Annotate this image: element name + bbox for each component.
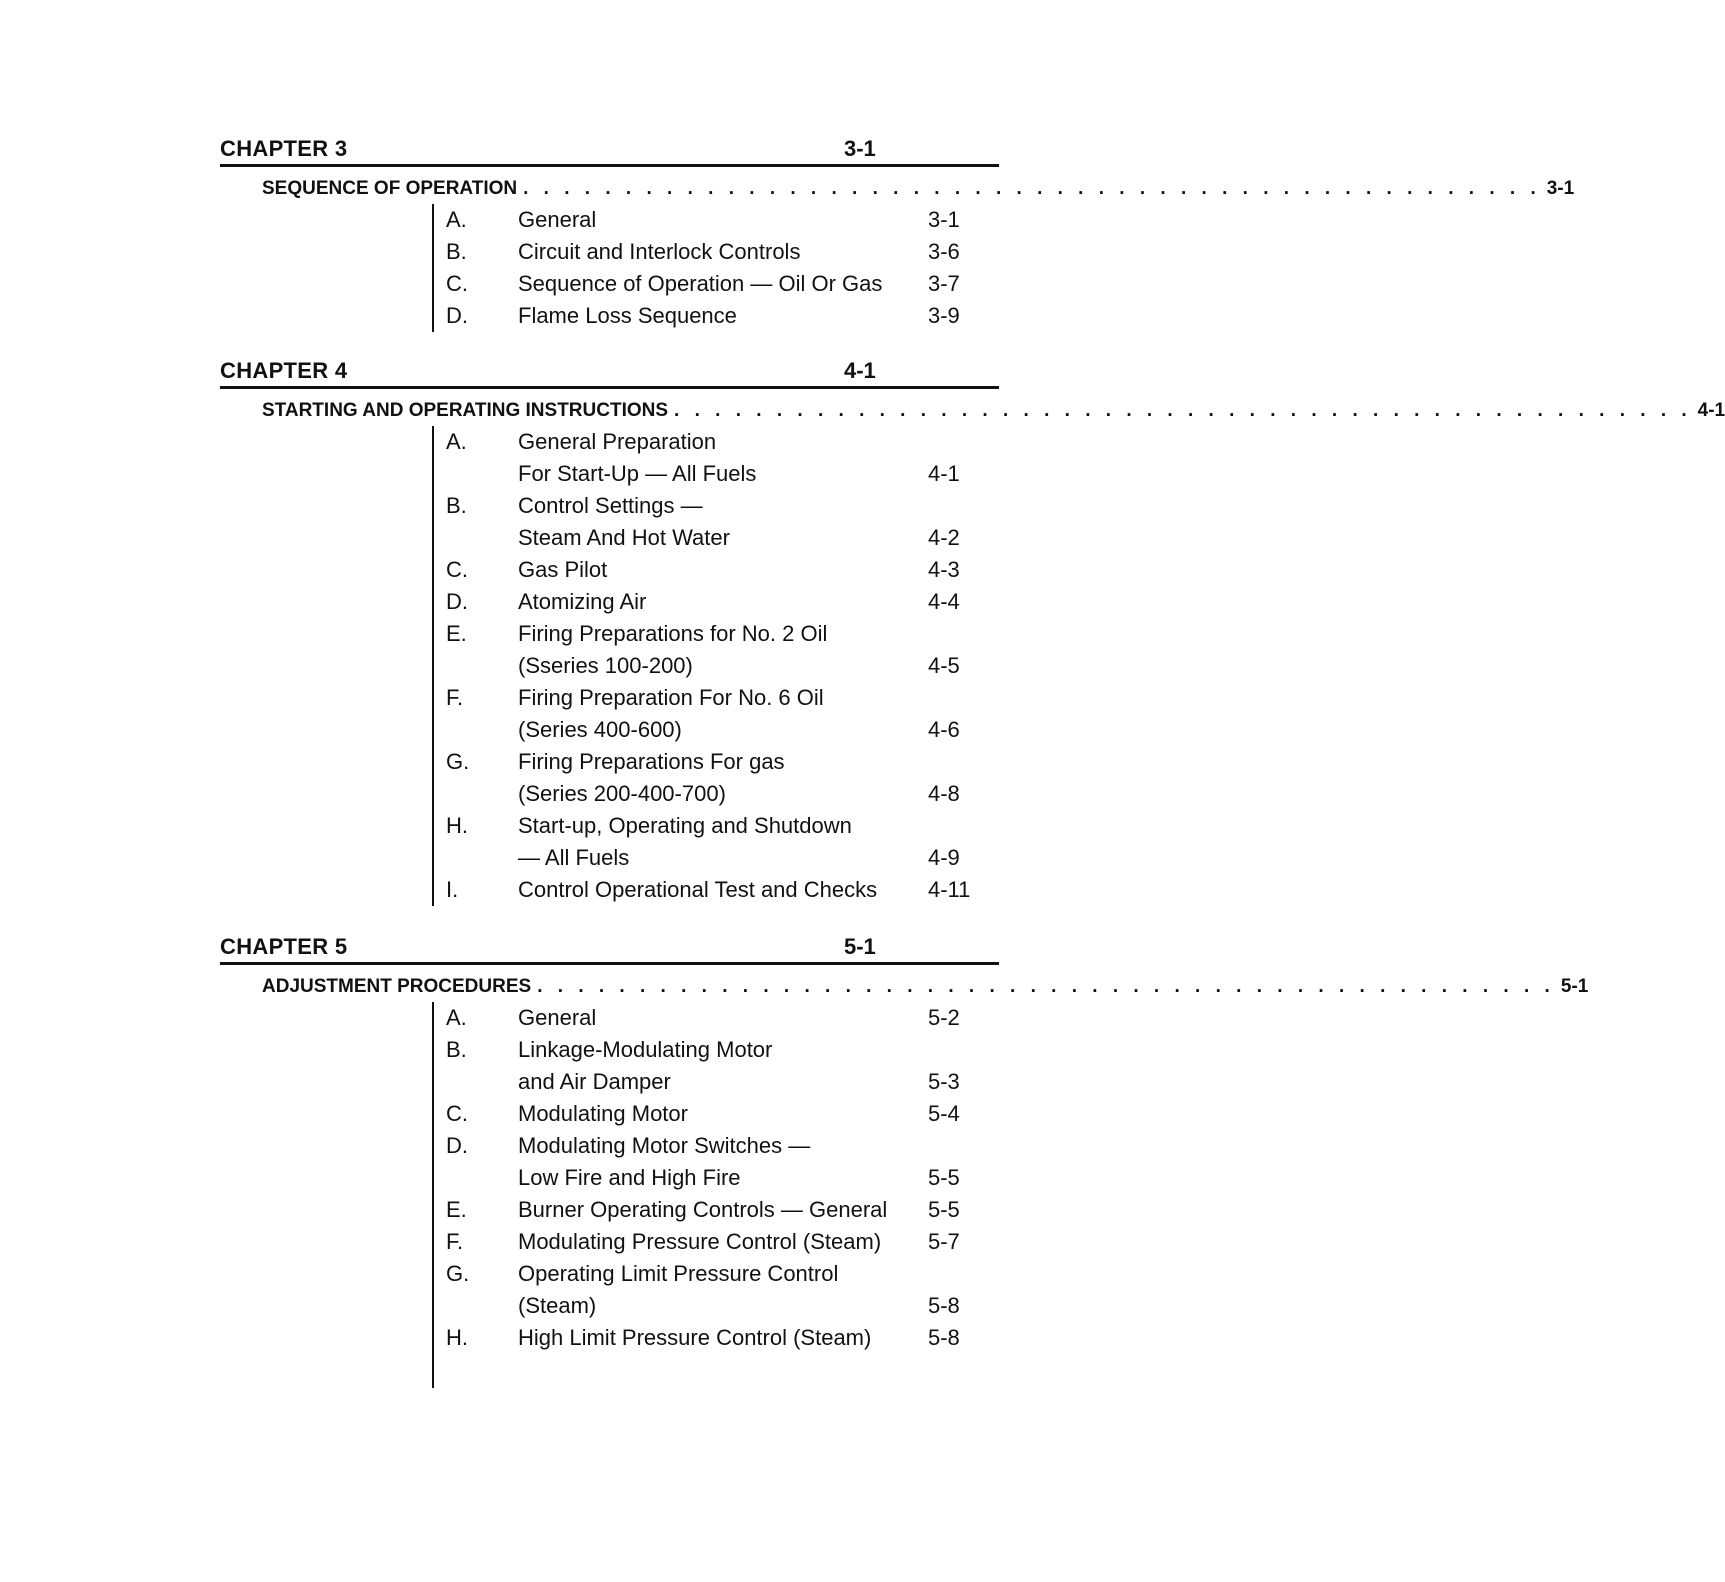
chapter-title: CHAPTER 3: [220, 136, 348, 161]
entry-letter: H.: [446, 813, 468, 838]
entry-page: 3-1: [928, 207, 960, 232]
entry-page: 3-7: [928, 271, 960, 296]
entry-text: General: [518, 1005, 597, 1030]
section-title: STARTING AND OPERATING INSTRUCTIONS: [262, 400, 669, 421]
entry-text: Firing Preparations for No. 2 Oil: [518, 621, 828, 646]
entry-page: 5-3: [928, 1069, 960, 1094]
entry-text: (Series 200-400-700): [518, 781, 726, 806]
entry-text: Burner Operating Controls — General: [518, 1197, 888, 1222]
entry-letter: D.: [446, 303, 468, 328]
entry-page: 5-2: [928, 1005, 960, 1030]
entry-letter: E.: [446, 621, 467, 646]
entry-letter: F.: [446, 1229, 464, 1254]
entry-page: 4-8: [928, 781, 960, 806]
entry-page: 4-5: [928, 653, 960, 678]
section-page: 4-1: [1697, 400, 1725, 421]
chapter-page: 4-1: [844, 358, 876, 383]
entry-text: (Sseries 100-200): [518, 653, 693, 678]
entry-letter: C.: [446, 271, 468, 296]
entry-text: Modulating Motor: [518, 1101, 688, 1126]
entry-letter: H.: [446, 1325, 468, 1350]
chapter-header: [220, 932, 999, 965]
entry-text: For Start-Up — All Fuels: [518, 461, 757, 486]
section-heading: [262, 976, 1589, 998]
entry-page: 4-2: [928, 525, 960, 550]
entry-letter: B.: [446, 1037, 467, 1062]
entry-letter: G.: [446, 749, 470, 774]
entry-page: 3-6: [928, 239, 960, 264]
entry-page: 5-5: [928, 1197, 960, 1222]
entry-page: 4-6: [928, 717, 960, 742]
entry-page: 5-8: [928, 1325, 960, 1350]
entry-text: (Steam): [518, 1293, 597, 1318]
chapter-page: 5-1: [844, 934, 876, 959]
entry-text: General Preparation: [518, 429, 717, 454]
entry-text: High Limit Pressure Control (Steam): [518, 1325, 872, 1350]
entry-letter: E.: [446, 1197, 467, 1222]
entry-letter: A.: [446, 1005, 467, 1030]
chapter-5: [220, 932, 1589, 1350]
entry-text: Firing Preparations For gas: [518, 749, 785, 774]
entry-text: Gas Pilot: [518, 557, 608, 582]
entry-letter: A.: [446, 207, 467, 232]
entry-letter: A.: [446, 429, 467, 454]
entry-text: Control Settings —: [518, 493, 703, 518]
entry-text: Low Fire and High Fire: [518, 1165, 741, 1190]
leader-dots: . . . . . . . . . . . . . . . . . . . . . . . . . . . . . . . . . . . . . . . . . . . . . . . . . .: [523, 178, 1541, 199]
entry-letter: C.: [446, 557, 468, 582]
entry-text: Circuit and Interlock Controls: [518, 239, 801, 264]
entry-text: Flame Loss Sequence: [518, 303, 737, 328]
entry-text: — All Fuels: [518, 845, 630, 870]
leader-dots: . . . . . . . . . . . . . . . . . . . . . . . . . . . . . . . . . . . . . . . . . . . . . . . . . .: [537, 976, 1555, 997]
chapter-4: [220, 356, 1725, 902]
entry-list: [432, 1002, 960, 1388]
entry-page: 4-4: [928, 589, 960, 614]
entry-page: 4-9: [928, 845, 960, 870]
entry-list: [432, 204, 960, 332]
entry-letter: F.: [446, 685, 464, 710]
entry-text: Control Operational Test and Checks: [518, 877, 878, 902]
chapter-header: [220, 356, 999, 389]
entry-text: (Series 400-600): [518, 717, 682, 742]
section-heading: [262, 178, 1575, 200]
entry-page: 4-11: [928, 877, 971, 902]
section-title: ADJUSTMENT PROCEDURES: [262, 976, 532, 997]
entry-text: Firing Preparation For No. 6 Oil: [518, 685, 824, 710]
entry-page: 4-1: [928, 461, 960, 486]
entry-text: Linkage-Modulating Motor: [518, 1037, 773, 1062]
entry-page: 3-9: [928, 303, 960, 328]
chapter-header: [220, 134, 999, 167]
section-heading: [262, 400, 1725, 422]
leader-dots: . . . . . . . . . . . . . . . . . . . . . . . . . . . . . . . . . . . . . . . . . . . . . . . . . .: [674, 400, 1692, 421]
entry-text: Sequence of Operation — Oil Or Gas: [518, 271, 883, 296]
entry-text: Start-up, Operating and Shutdown: [518, 813, 852, 838]
entry-page: 5-8: [928, 1293, 960, 1318]
entry-text: Operating Limit Pressure Control: [518, 1261, 839, 1286]
entry-letter: G.: [446, 1261, 470, 1286]
entry-page: 4-3: [928, 557, 960, 582]
entry-page: 5-5: [928, 1165, 960, 1190]
entry-text: Modulating Pressure Control (Steam): [518, 1229, 882, 1254]
entry-letter: B.: [446, 493, 467, 518]
entry-text: Modulating Motor Switches —: [518, 1133, 811, 1158]
entry-letter: D.: [446, 1133, 468, 1158]
entry-letter: C.: [446, 1101, 468, 1126]
chapter-title: CHAPTER 5: [220, 934, 348, 959]
entry-letter: D.: [446, 589, 468, 614]
entry-text: and Air Damper: [518, 1069, 671, 1094]
entry-page: 5-7: [928, 1229, 960, 1254]
section-title: SEQUENCE OF OPERATION: [262, 178, 518, 199]
entry-text: Atomizing Air: [518, 589, 647, 614]
chapter-title: CHAPTER 4: [220, 358, 348, 383]
section-page: 3-1: [1546, 178, 1575, 199]
chapter-page: 3-1: [844, 136, 876, 161]
entry-letter: I.: [446, 877, 459, 902]
entry-list: [432, 426, 971, 906]
chapter-3: [220, 134, 1575, 328]
entry-letter: B.: [446, 239, 467, 264]
entry-text: Steam And Hot Water: [518, 525, 730, 550]
entry-text: General: [518, 207, 597, 232]
entry-page: 5-4: [928, 1101, 960, 1126]
section-page: 5-1: [1560, 976, 1589, 997]
